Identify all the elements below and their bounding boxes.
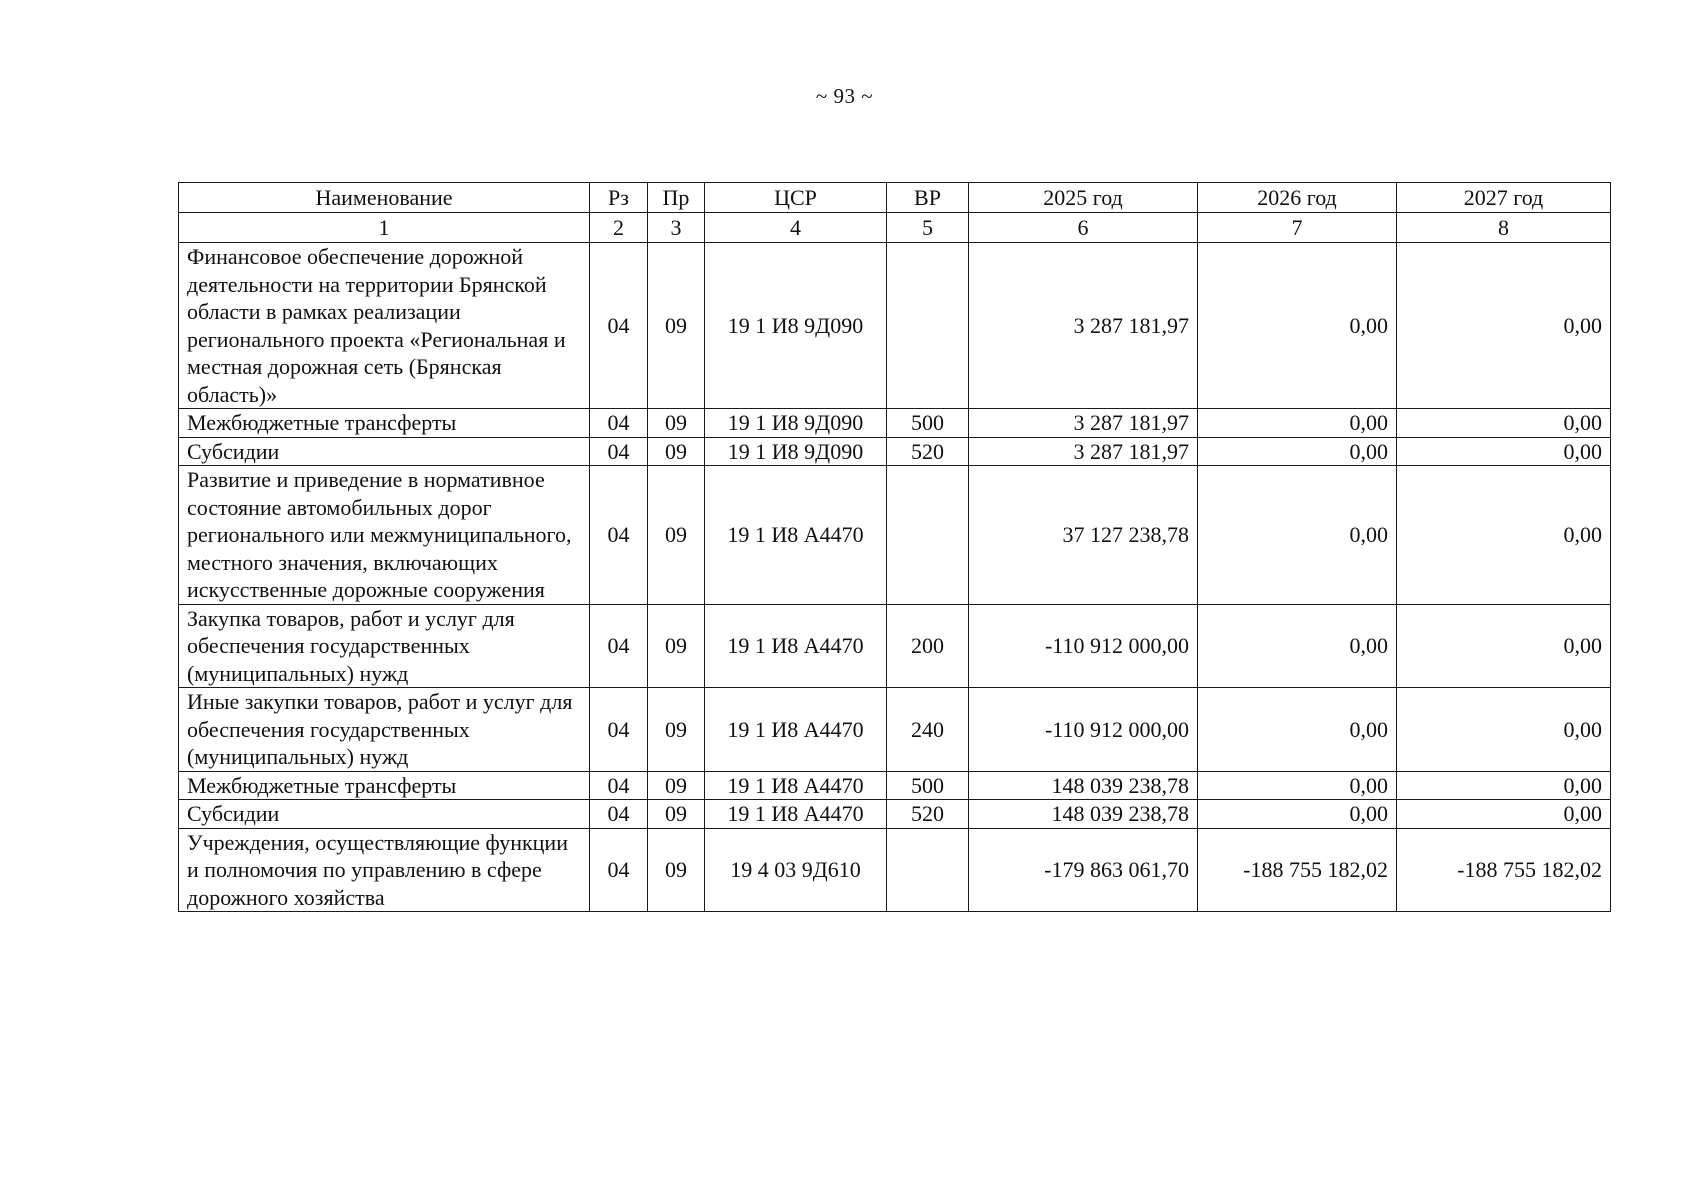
column-number: 3 [648, 213, 705, 243]
table-row [179, 828, 1611, 912]
header-2025: 2025 год [969, 183, 1198, 213]
row-csr: 19 4 03 9Д610 [705, 828, 887, 912]
row-2025: 148 039 238,78 [969, 771, 1198, 800]
row-2027: 0,00 [1397, 437, 1611, 466]
row-2026: 0,00 [1198, 688, 1397, 772]
column-number: 4 [705, 213, 887, 243]
row-2026: -188 755 182,02 [1198, 828, 1397, 912]
row-2026: 0,00 [1198, 604, 1397, 688]
row-name: Учреждения, осуществляющие функции и полномочия по управлению в сфере дорожного хозяйства [179, 828, 590, 912]
row-2025: 37 127 238,78 [969, 466, 1198, 605]
table-row [179, 466, 1611, 605]
row-rz: 04 [590, 466, 648, 605]
row-rz: 04 [590, 243, 648, 409]
row-pr: 09 [648, 800, 705, 829]
row-2026: 0,00 [1198, 771, 1397, 800]
row-2027: 0,00 [1397, 409, 1611, 438]
row-rz: 04 [590, 688, 648, 772]
row-name: Иные закупки товаров, работ и услуг для обеспечения государственных (муниципальных) нужд [179, 688, 590, 772]
row-2027: 0,00 [1397, 604, 1611, 688]
row-2026: 0,00 [1198, 466, 1397, 605]
row-2026: 0,00 [1198, 409, 1397, 438]
header-csr: ЦСР [705, 183, 887, 213]
row-pr: 09 [648, 409, 705, 438]
row-csr: 19 1 И8 9Д090 [705, 437, 887, 466]
row-2027: 0,00 [1397, 800, 1611, 829]
row-csr: 19 1 И8 А4470 [705, 771, 887, 800]
row-2027: 0,00 [1397, 688, 1611, 772]
column-number: 5 [887, 213, 969, 243]
row-pr: 09 [648, 466, 705, 605]
row-2025: -110 912 000,00 [969, 604, 1198, 688]
row-vr [887, 466, 969, 605]
table-row [179, 409, 1611, 438]
row-vr: 520 [887, 800, 969, 829]
row-rz: 04 [590, 771, 648, 800]
column-number: 2 [590, 213, 648, 243]
row-2026: 0,00 [1198, 243, 1397, 409]
row-pr: 09 [648, 771, 705, 800]
row-rz: 04 [590, 800, 648, 829]
row-csr: 19 1 И8 А4470 [705, 800, 887, 829]
row-name: Межбюджетные трансферты [179, 771, 590, 800]
row-name: Субсидии [179, 437, 590, 466]
header-row [179, 183, 1611, 213]
row-name: Финансовое обеспечение дорожной деятельности на территории Брянской области в рамках реализации регионального проекта «Региональная и местная дорожная сеть (Брянская область)» [179, 243, 590, 409]
column-number: 7 [1198, 213, 1397, 243]
header-vr: ВР [887, 183, 969, 213]
row-vr [887, 243, 969, 409]
column-number: 1 [179, 213, 590, 243]
header-name: Наименование [179, 183, 590, 213]
header-pr: Пр [648, 183, 705, 213]
row-2027: 0,00 [1397, 243, 1611, 409]
row-name: Развитие и приведение в нормативное состояние автомобильных дорог регионального или межмуниципального, местного значения, включающих искусственные дорожные сооружения [179, 466, 590, 605]
row-pr: 09 [648, 243, 705, 409]
row-name: Закупка товаров, работ и услуг для обеспечения государственных (муниципальных) нужд [179, 604, 590, 688]
row-2025: 3 287 181,97 [969, 437, 1198, 466]
row-vr [887, 828, 969, 912]
header-2026: 2026 год [1198, 183, 1397, 213]
table-row [179, 604, 1611, 688]
row-2025: 3 287 181,97 [969, 409, 1198, 438]
row-vr: 240 [887, 688, 969, 772]
row-2025: -110 912 000,00 [969, 688, 1198, 772]
row-2025: 148 039 238,78 [969, 800, 1198, 829]
table-row [179, 771, 1611, 800]
row-pr: 09 [648, 437, 705, 466]
page-number: ~ 93 ~ [815, 84, 874, 108]
row-pr: 09 [648, 828, 705, 912]
header-rz: Рз [590, 183, 648, 213]
header-2027: 2027 год [1397, 183, 1611, 213]
row-2025: 3 287 181,97 [969, 243, 1198, 409]
row-rz: 04 [590, 604, 648, 688]
row-rz: 04 [590, 437, 648, 466]
table-row [179, 437, 1611, 466]
row-2027: 0,00 [1397, 771, 1611, 800]
row-rz: 04 [590, 828, 648, 912]
row-2026: 0,00 [1198, 800, 1397, 829]
row-csr: 19 1 И8 9Д090 [705, 243, 887, 409]
row-vr: 520 [887, 437, 969, 466]
row-2027: -188 755 182,02 [1397, 828, 1611, 912]
row-2027: 0,00 [1397, 466, 1611, 605]
row-name: Субсидии [179, 800, 590, 829]
row-pr: 09 [648, 604, 705, 688]
row-rz: 04 [590, 409, 648, 438]
row-pr: 09 [648, 688, 705, 772]
table-row [179, 688, 1611, 772]
column-number: 6 [969, 213, 1198, 243]
budget-table [178, 182, 1611, 912]
row-csr: 19 1 И8 А4470 [705, 466, 887, 605]
table-row [179, 243, 1611, 409]
table-row [179, 800, 1611, 829]
row-vr: 500 [887, 409, 969, 438]
row-2025: -179 863 061,70 [969, 828, 1198, 912]
row-vr: 500 [887, 771, 969, 800]
row-name: Межбюджетные трансферты [179, 409, 590, 438]
row-vr: 200 [887, 604, 969, 688]
column-number-row [179, 213, 1611, 243]
row-csr: 19 1 И8 А4470 [705, 688, 887, 772]
row-2026: 0,00 [1198, 437, 1397, 466]
row-csr: 19 1 И8 А4470 [705, 604, 887, 688]
row-csr: 19 1 И8 9Д090 [705, 409, 887, 438]
column-number: 8 [1397, 213, 1611, 243]
